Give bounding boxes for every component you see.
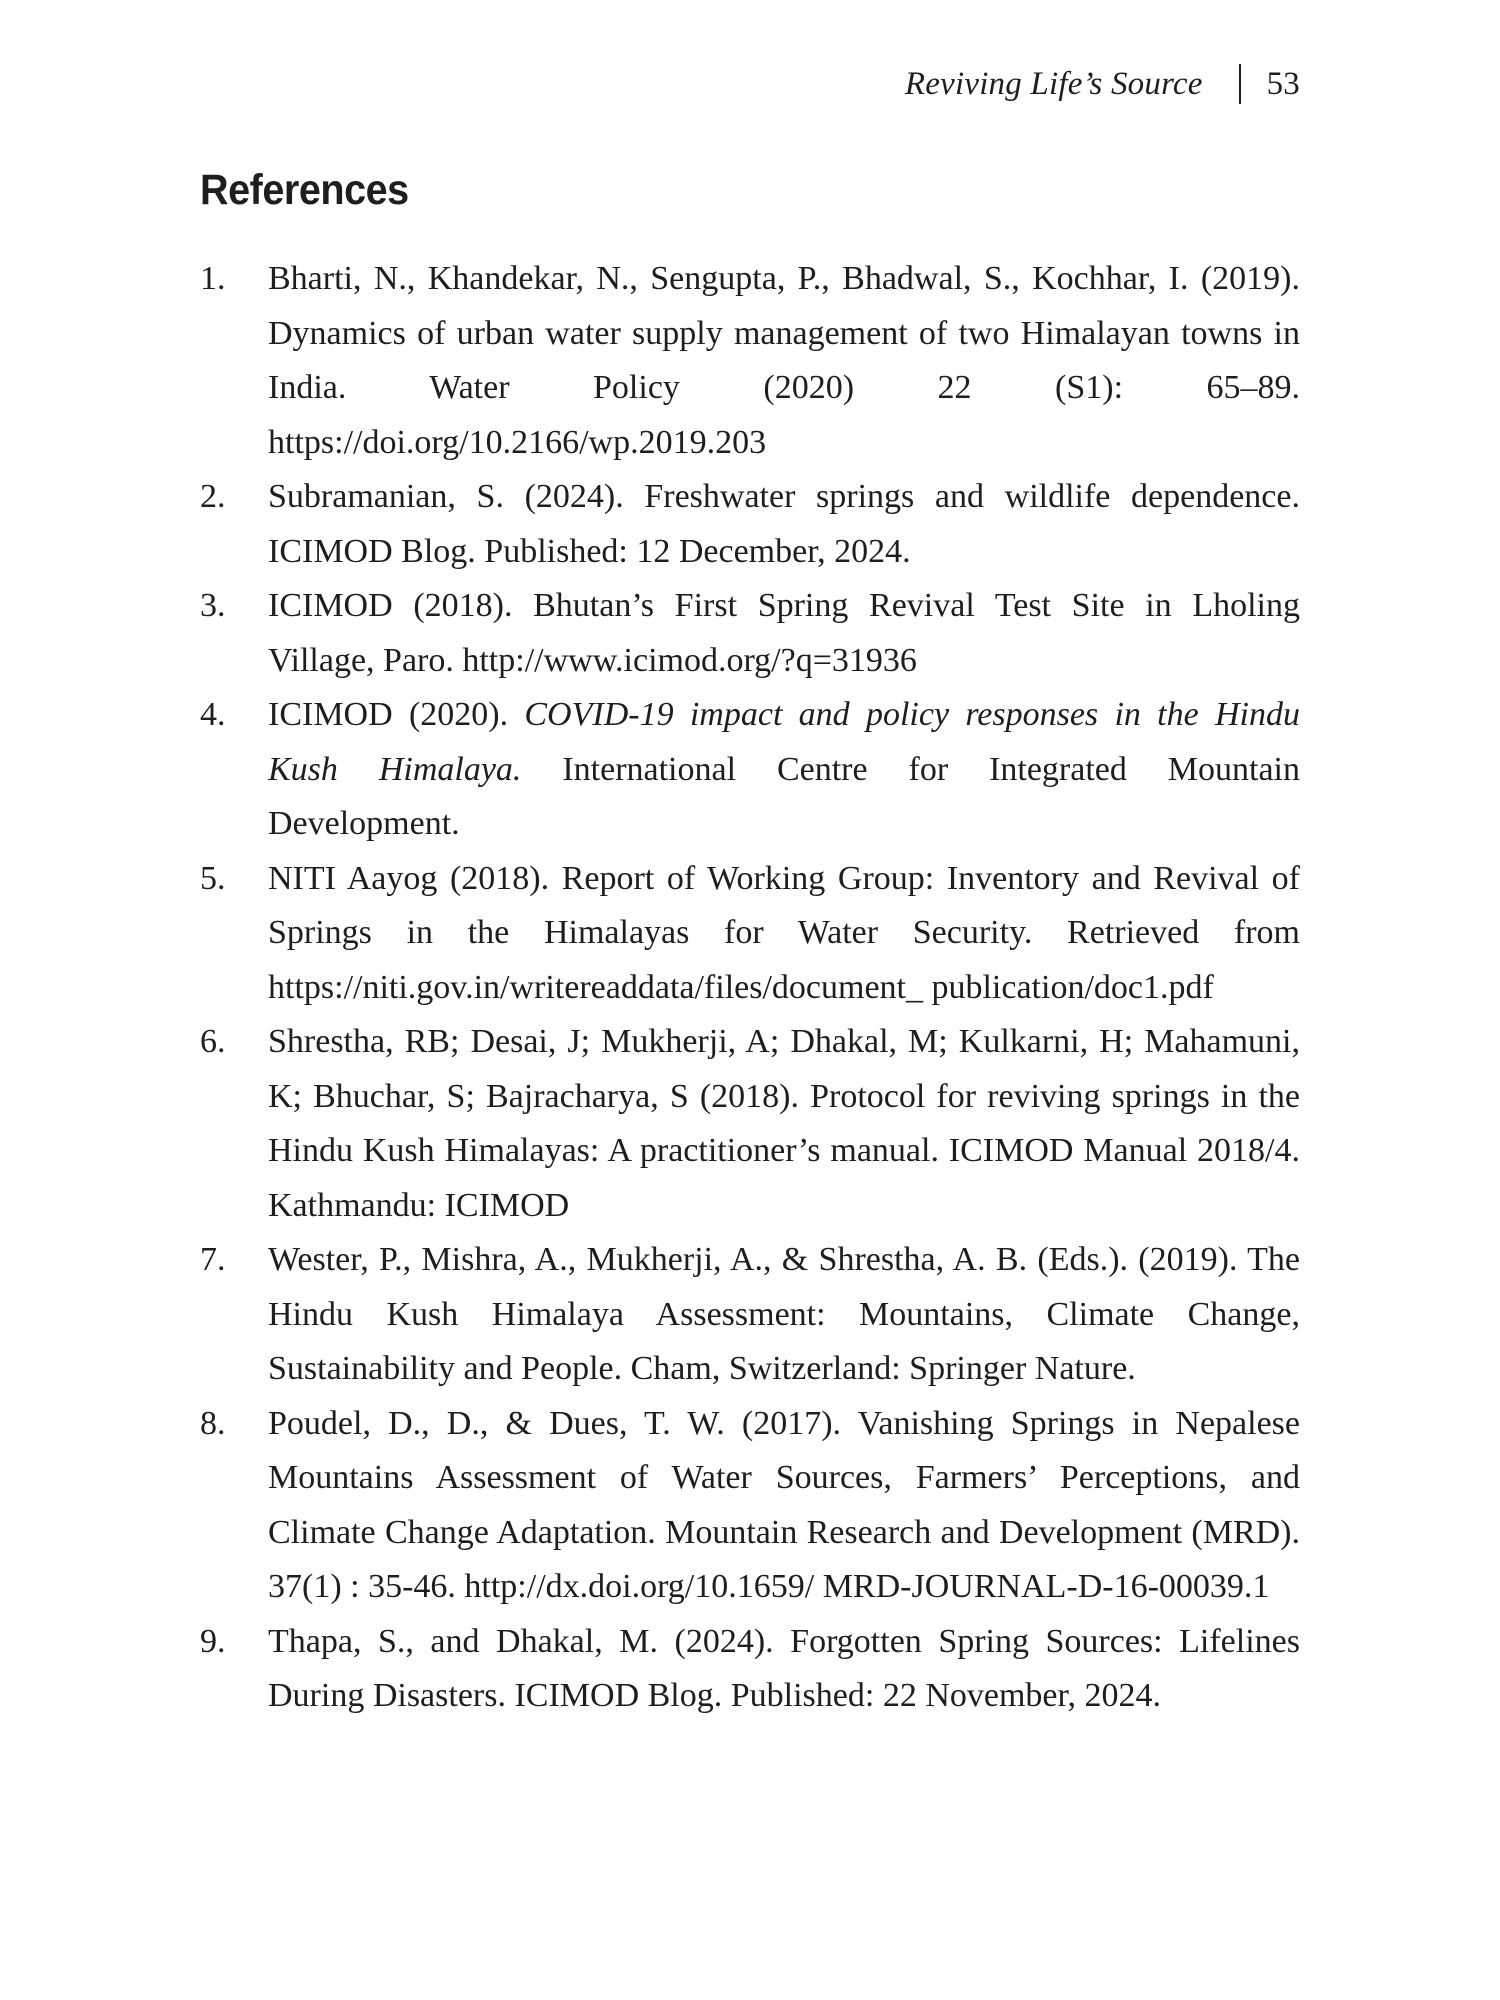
reference-item-8 [200, 1397, 1300, 1615]
reference-text: Bharti, N., Khandekar, N., Sengupta, P., Bhadwal, S., Kochhar, I. (2019). Dynamics of urban water supply management of two Himalayan towns in India. Water Policy (2020) 22 (S1): 65–89. https://doi.org/10.2166/wp.2019.203 [268, 260, 1300, 461]
reference-text: Subramanian, S. (2024). Freshwater springs and wildlife dependence. ICIMOD Blog. Published: 12 December, 2024. [268, 478, 1300, 570]
reference-number: 8. [200, 1404, 226, 1442]
reference-number: 3. [200, 587, 226, 624]
reference-text: NITI Aayog (2018). Report of Working Group: Inventory and Revival of Springs in the Himalayas for Water Security. Retrieved from https://niti.gov.in/writereaddata/files/document_ publication/doc1.pdf [268, 859, 1300, 1006]
reference-item-9 [200, 1615, 1300, 1724]
reference-text: Shrestha, RB; Desai, J; Mukherji, A; Dhakal, M; Kulkarni, H; Mahamuni, K; Bhuchar, S; Bajracharya, S (2018). Protocol for reviving springs in the Hindu Kush Himalayas: A practitioner’s manual. ICIMOD Manual 2018/4. Kathmandu: ICIMOD [268, 1023, 1300, 1224]
reference-list [200, 252, 1300, 1724]
reference-number: 5. [200, 859, 226, 897]
reference-item-2 [200, 470, 1300, 579]
header-divider [1239, 64, 1241, 104]
reference-item-1 [200, 252, 1300, 470]
reference-text: Thapa, S., and Dhakal, M. (2024). Forgotten Spring Sources: Lifelines During Disasters. ICIMOD Blog. Published: 22 November, 2024. [268, 1622, 1300, 1714]
reference-item-5 [200, 852, 1300, 1016]
reference-item-7 [200, 1233, 1300, 1397]
reference-text: Wester, P., Mishra, A., Mukherji, A., & Shrestha, A. B. (Eds.). (2019). The Hindu Kush Himalaya Assessment: Mountains, Climate Change, Sustainability and People. Cham, Switzerland: Springer Nature. [268, 1241, 1300, 1387]
reference-text: Poudel, D., D., & Dues, T. W. (2017). Vanishing Springs in Nepalese Mountains Assessment of Water Sources, Farmers’ Perceptions, and Climate Change Adaptation. Mountain Research and Development (MRD). 37(1) : 35-46. http://dx.doi.org/10.1659/ MRD-JOURNAL-D-16-00039.1 [268, 1404, 1300, 1605]
reference-number: 7. [200, 1241, 226, 1278]
page-number: 53 [1266, 65, 1300, 102]
reference-number: 1. [200, 260, 226, 297]
reference-text: ICIMOD (2018). Bhutan’s First Spring Revival Test Site in Lholing Village, Paro. http://www.icimod.org/?q=31936 [268, 587, 1300, 679]
reference-text-before: ICIMOD (2020). [268, 696, 525, 733]
reference-text [268, 688, 1300, 852]
section-title: References [200, 166, 409, 214]
reference-text-after: International Centre for Integrated Mountain Development. [268, 750, 1301, 842]
reference-item-6 [200, 1015, 1300, 1233]
reference-italic-title: COVID-19 impact and policy responses in the Hindu Kush Himalaya. [268, 696, 1300, 788]
reference-item-3 [200, 579, 1300, 688]
running-header [905, 64, 1300, 104]
reference-number: 2. [200, 478, 226, 515]
reference-number: 4. [200, 696, 226, 733]
reference-number: 9. [200, 1622, 226, 1660]
reference-number: 6. [200, 1023, 226, 1060]
running-title: Reviving Life’s Source [904, 65, 1203, 102]
reference-item-4 [200, 688, 1300, 852]
